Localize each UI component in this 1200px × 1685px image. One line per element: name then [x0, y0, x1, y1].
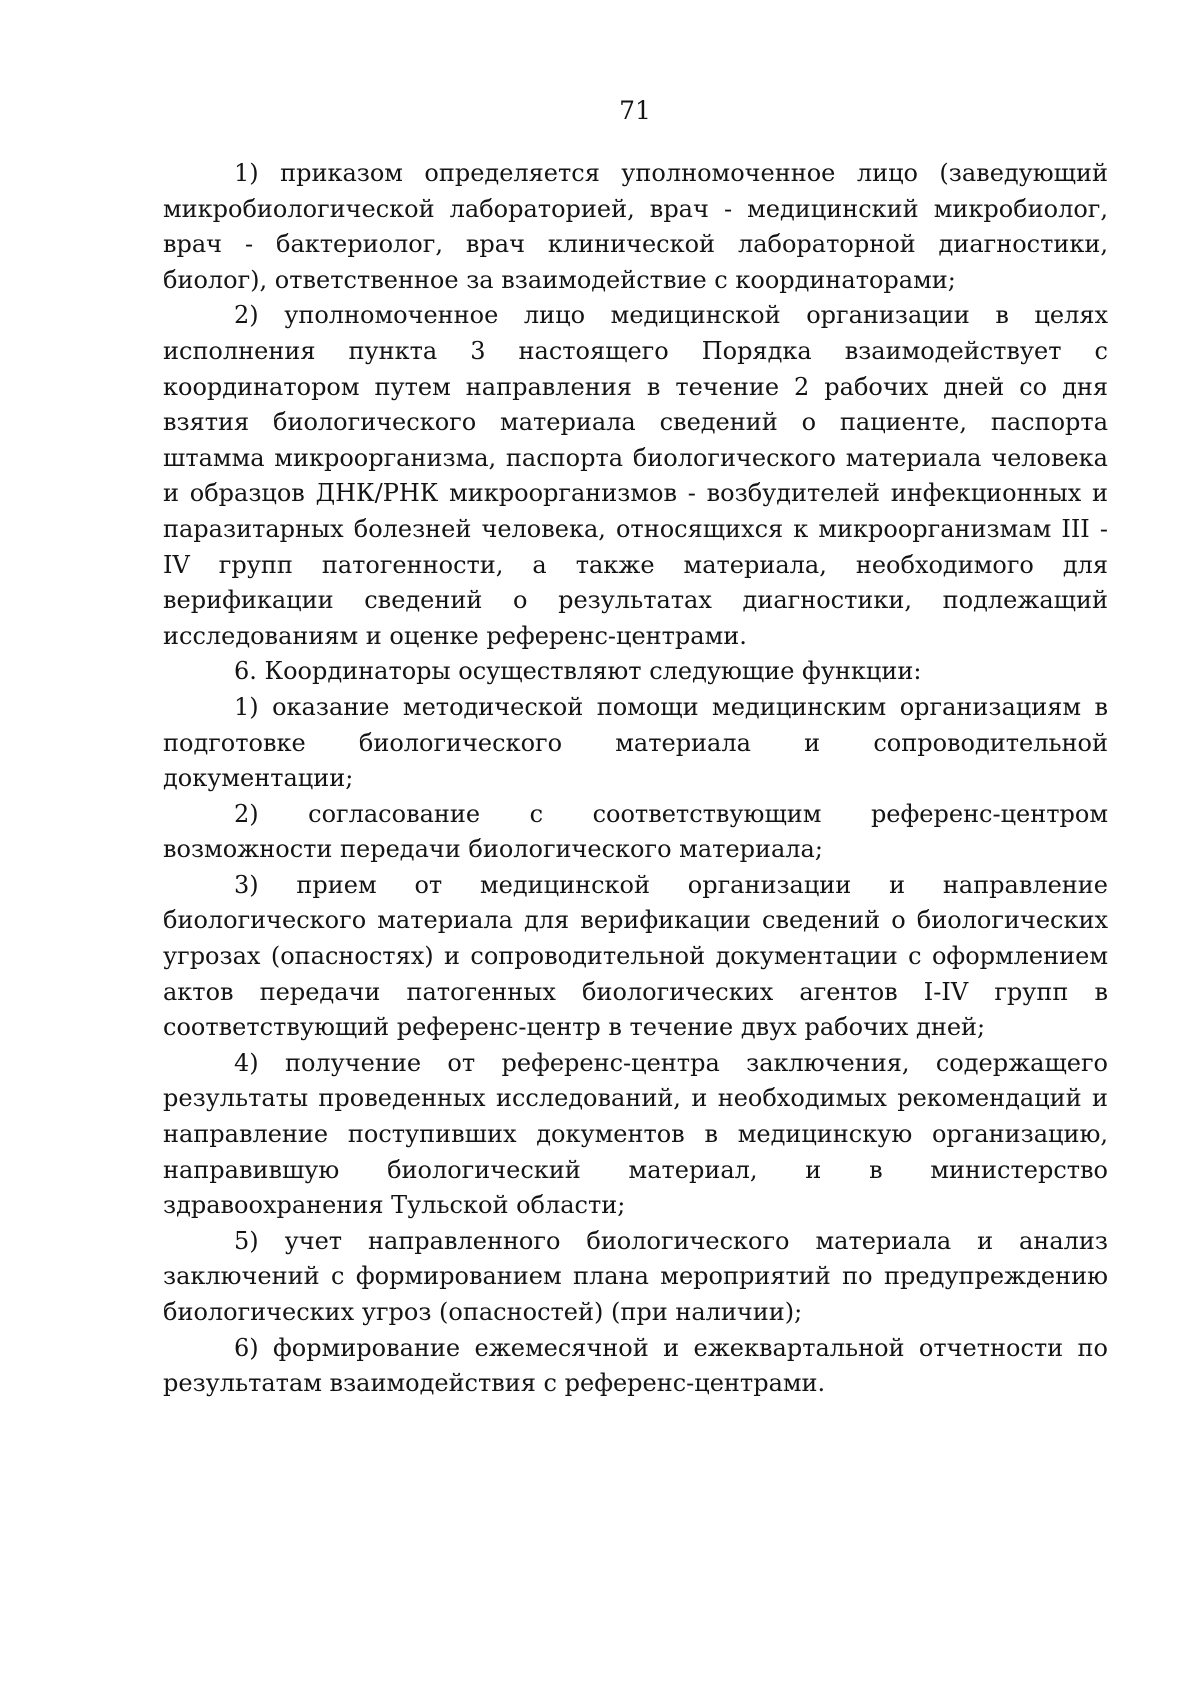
paragraph-function-1: 1) оказание методической помощи медицинским организациям в подготовке биологического материала и сопроводительной документации; [163, 692, 1108, 793]
paragraph-item-1: 1) приказом определяется уполномоченное лицо (заведующий микробиологической лабораторией, врач - медицинский микробиолог, врач - бактериолог, врач клинической лабораторной диагностики, биолог), ответственное за взаимодействие с координаторами; [163, 159, 1108, 294]
paragraph-function-6: 6) формирование ежемесячной и ежеквартальной отчетности по результатам взаимодействия с референс-центрами. [163, 1333, 1108, 1398]
paragraph-function-4: 4) получение от референс-центра заключения, содержащего результаты проведенных исследований, и необходимых рекомендаций и направление поступивших документов в медицинскую организацию, направившую биологический материал, и в министерство здравоохранения Тульской области; [163, 1048, 1108, 1220]
paragraph-item-2: 2) уполномоченное лицо медицинской организации в целях исполнения пункта 3 настоящего Порядка взаимодействует с координатором путем направления в течение 2 рабочих дней со дня взятия биологического материала сведений о пациенте, паспорта штамма микроорганизма, паспорта биологического материала человека и образцов ДНК/РНК микроорганизмов - возбудителей инфекционных и паразитарных болезней человека, относящихся к микроорганизмам III - IV групп патогенности, а также материала, необходимого для верификации сведений о результатах диагностики, подлежащий исследованиям и оценке референс-центрами. [163, 301, 1108, 650]
paragraph-function-5: 5) учет направленного биологического материала и анализ заключений с формированием плана мероприятий по предупреждению биологических угроз (опасностей) (при наличии); [163, 1226, 1108, 1326]
document-body [163, 156, 1108, 1402]
paragraph-function-3: 3) прием от медицинской организации и направление биологического материала для верификации сведений о биологических угрозах (опасностях) и сопроводительной документации с оформлением актов передачи патогенных биологических агентов I-IV групп в соответствующий референс-центр в течение двух рабочих дней; [163, 870, 1108, 1042]
page-number: 71 [619, 96, 651, 125]
paragraph-function-2: 2) согласование с соответствующим референс-центром возможности передачи биологического материала; [163, 799, 1108, 864]
paragraph-section-6-heading: 6. Координаторы осуществляют следующие функции: [234, 657, 922, 686]
